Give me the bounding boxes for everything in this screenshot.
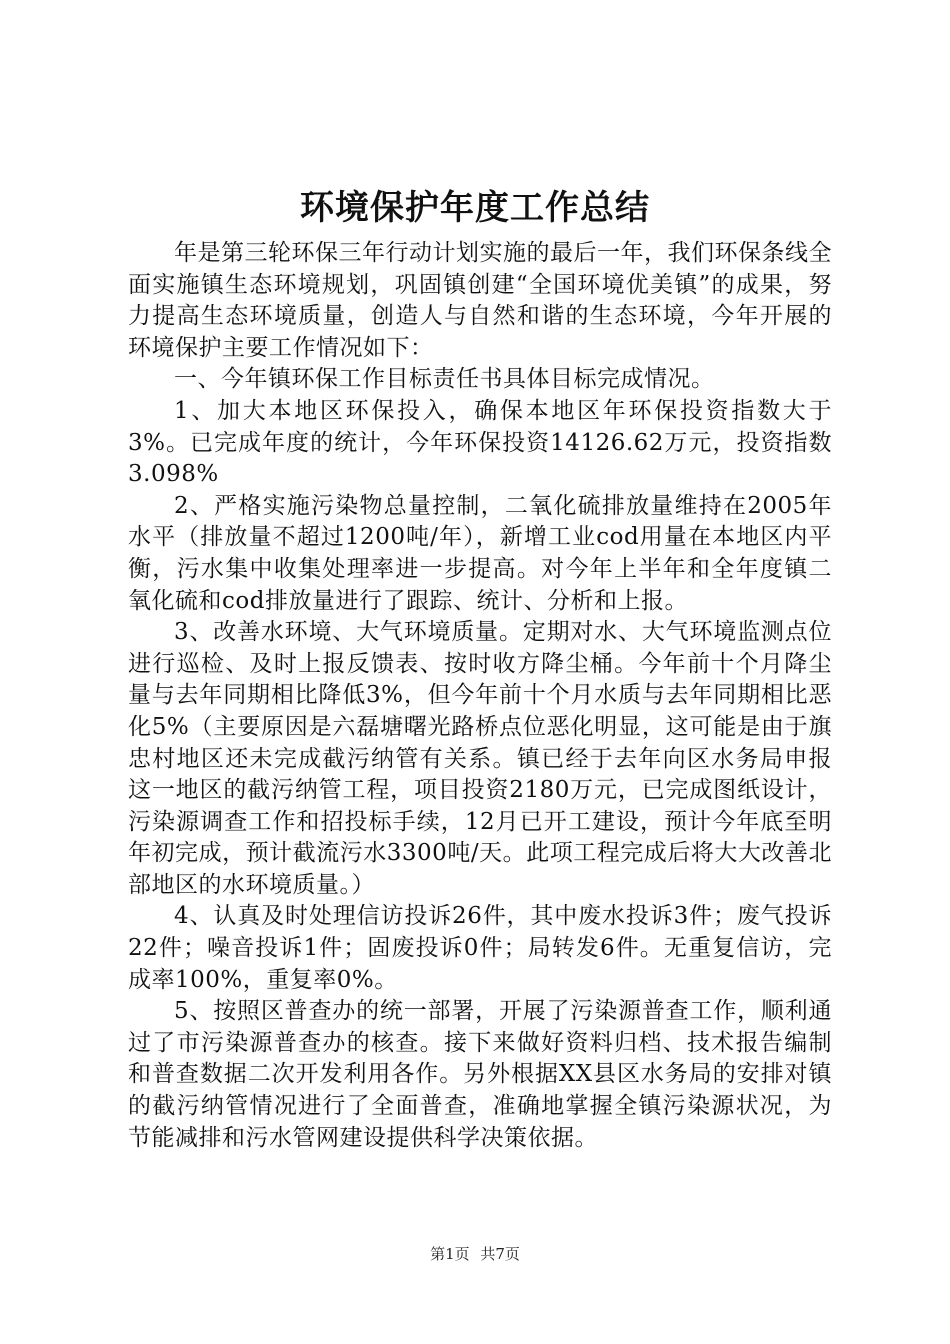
- paragraph-item-5: 5、按照区普查办的统一部署，开展了污染源普查工作，顺利通过了市污染源普查办的核查。接下来做好资料归档、技术报告编制和普查数据二次开发利用各作。另外根据XX县区水务局的安排对镇的截污纳管情况进行了全面普查，准确地掌握全镇污染源状况，为节能减排和污水管网建设提供科学决策依据。: [128, 998, 832, 1151]
- paragraph-item-3: 3、改善水环境、大气环境质量。定期对水、大气环境监测点位进行巡检、及时上报反馈表、按时收方降尘桶。今年前十个月降尘量与去年同期相比降低3%，但今年前十个月水质与去年同期相比恶化5%（主要原因是六磊塘曙光路桥点位恶化明显，这可能是由于旗忠村地区还未完成截污纳管有关系。镇已经于去年向区水务局申报这一地区的截污纳管工程，项目投资2180万元，已完成图纸设计，污染源调查工作和招投标手续，12月已开工建设，预计今年底至明年初完成，预计截流污水3300吨/天。此项工程完成后将大大改善北部地区的水环境质量。）: [128, 619, 832, 898]
- document-body: [128, 238, 832, 1154]
- page-total: 共7页: [480, 1245, 520, 1263]
- paragraph-section-heading: 一、今年镇环保工作目标责任书具体目标完成情况。: [174, 366, 715, 393]
- paragraph-intro: 年是第三轮环保三年行动计划实施的最后一年，我们环保条线全面实施镇生态环境规划，巩固镇创建“全国环境优美镇”的成果，努力提高生态环境质量，创造人与自然和谐的生态环境，今年开展的环境保护主要工作情况如下：: [128, 240, 832, 361]
- page-number: 第1页: [430, 1245, 470, 1263]
- document-title: 环境保护年度工作总结: [300, 188, 650, 228]
- paragraph-item-2: 2、严格实施污染物总量控制，二氧化硫排放量维持在2005年水平（排放量不超过1200吨/年），新增工业cod用量在本地区内平衡，污水集中收集处理率进一步提高。对今年上半年和全年度镇二氧化硫和cod排放量进行了跟踪、统计、分析和上报。: [128, 492, 832, 614]
- paragraph-item-4: 4、认真及时处理信访投诉26件，其中废水投诉3件；废气投诉22件；噪音投诉1件；固废投诉0件；局转发6件。无重复信访，完成率100%，重复率0%。: [128, 903, 832, 993]
- page-footer: [0, 1244, 950, 1264]
- paragraph-item-1: 1、加大本地区环保投入，确保本地区年环保投资指数大于3%。已完成年度的统计，今年环保投资14126.62万元，投资指数3.098%: [128, 397, 832, 488]
